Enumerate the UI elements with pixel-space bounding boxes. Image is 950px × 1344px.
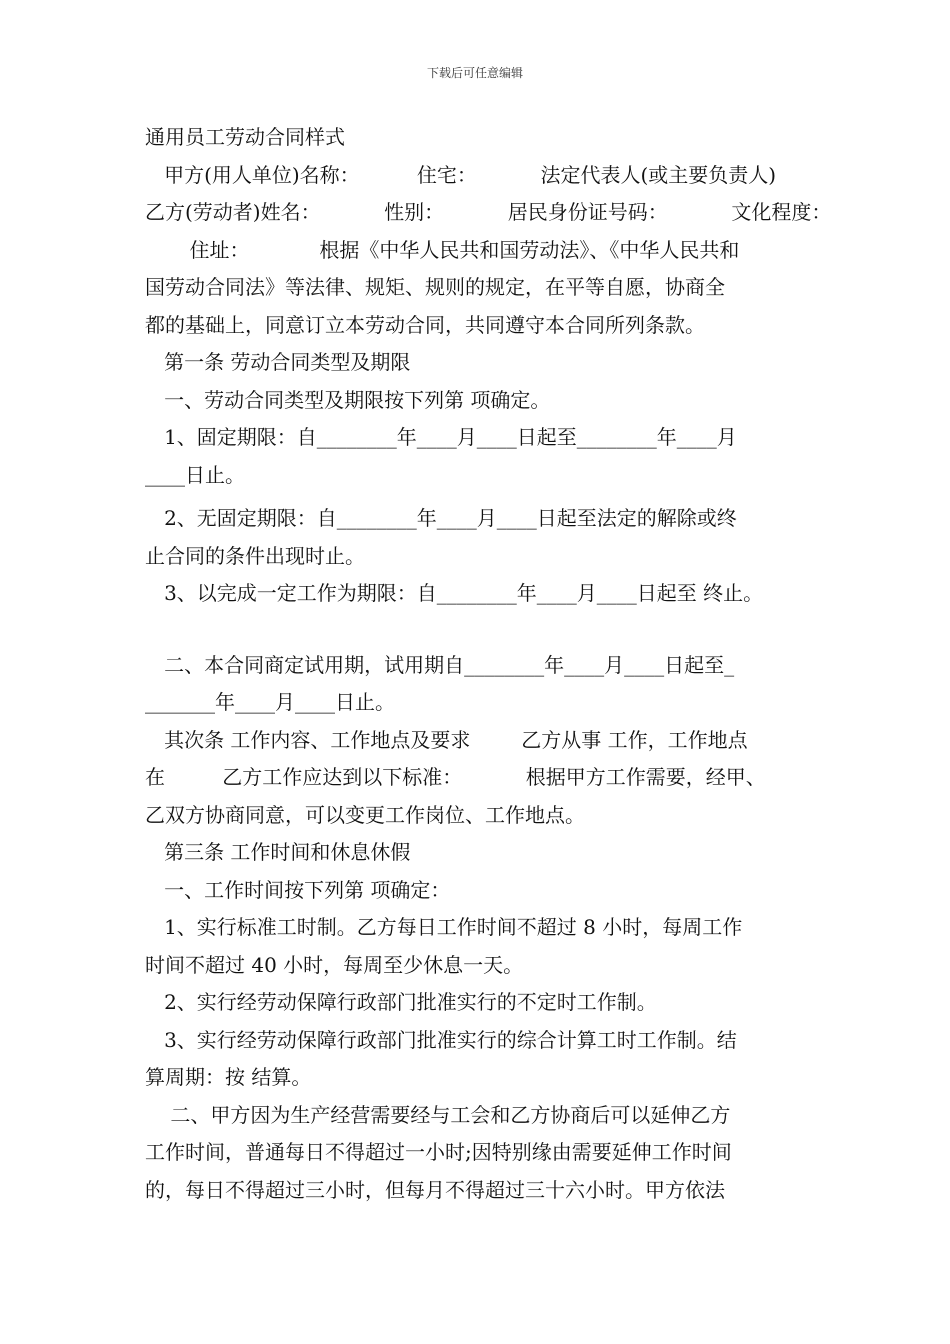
paragraph-line: 2、无固定期限：自________年____月____日起至法定的解除或终	[145, 506, 737, 530]
paragraph-line: 2、实行经劳动保障行政部门批准实行的不定时工作制。	[145, 990, 657, 1014]
paragraph-line: 一、劳动合同类型及期限按下列第 项确定。	[145, 387, 551, 412]
paragraph-line: 止合同的条件出现时止。	[145, 543, 365, 568]
paragraph-line: 一、工作时间按下列第 项确定：	[145, 877, 451, 902]
paragraph-line: 3、以完成一定工作为期限：自________年____月____日起至 终止。	[145, 581, 764, 605]
document-title: 通用员工劳动合同样式	[145, 125, 345, 149]
paragraph-line: ____日止。	[145, 462, 245, 487]
paragraph-line: 算周期：按 结算。	[145, 1065, 312, 1089]
page-header-note: 下载后可任意编辑	[426, 66, 523, 80]
paragraph-line: 工作时间，普通每日不得超过一小时;因特别缘由需要延伸工作时间	[145, 1140, 732, 1164]
party-a-line: 甲方(用人单位)名称： 住宅： 法定代表人(或主要负责人)	[145, 162, 777, 187]
article-heading: 第一条 劳动合同类型及期限	[145, 350, 411, 374]
paragraph-line: 都的基础上，同意订立本劳动合同，共同遵守本合同所列条款。	[145, 312, 705, 337]
contract-body	[145, 119, 832, 1209]
paragraph-line: 国劳动合同法》等法律、规矩、规则的规定，在平等自愿，协商全	[145, 275, 725, 299]
paragraph-line: 1、固定期限：自________年____月____日起至________年____月	[145, 425, 737, 449]
party-b-line: 乙方(劳动者)姓名： 性别： 居民身份证号码： 文化程度：	[145, 200, 832, 224]
article-heading: 第三条 工作时间和休息休假	[145, 840, 411, 864]
paragraph-line: 在 乙方工作应达到以下标准： 根据甲方工作需要，经甲、	[145, 765, 766, 789]
paragraph-line: 3、实行经劳动保障行政部门批准实行的综合计算工时工作制。结	[145, 1027, 737, 1052]
paragraph-line: 1、实行标准工时制。乙方每日工作时间不超过 8 小时，每周工作	[145, 915, 743, 939]
paragraph-line: 二、甲方因为生产经营需要经与工会和乙方协商后可以延伸乙方	[145, 1102, 731, 1127]
paragraph-line: _______年____月____日止。	[145, 690, 395, 714]
paragraph-line: 的，每日不得超过三小时，但每月不得超过三十六小时。甲方依法	[145, 1177, 725, 1202]
paragraph-line: 乙双方协商同意，可以变更工作岗位、工作地点。	[145, 802, 585, 827]
paragraph-line: 住址： 根据《中华人民共和国劳动法》、《中华人民共和	[145, 237, 740, 262]
article-heading: 其次条 工作内容、工作地点及要求 乙方从事 工作，工作地点	[145, 727, 748, 752]
paragraph-line: 二、本合同商定试用期，试用期自________年____月____日起至_	[145, 652, 735, 677]
paragraph-line: 时间不超过 40 小时，每周至少休息一天。	[145, 952, 524, 977]
